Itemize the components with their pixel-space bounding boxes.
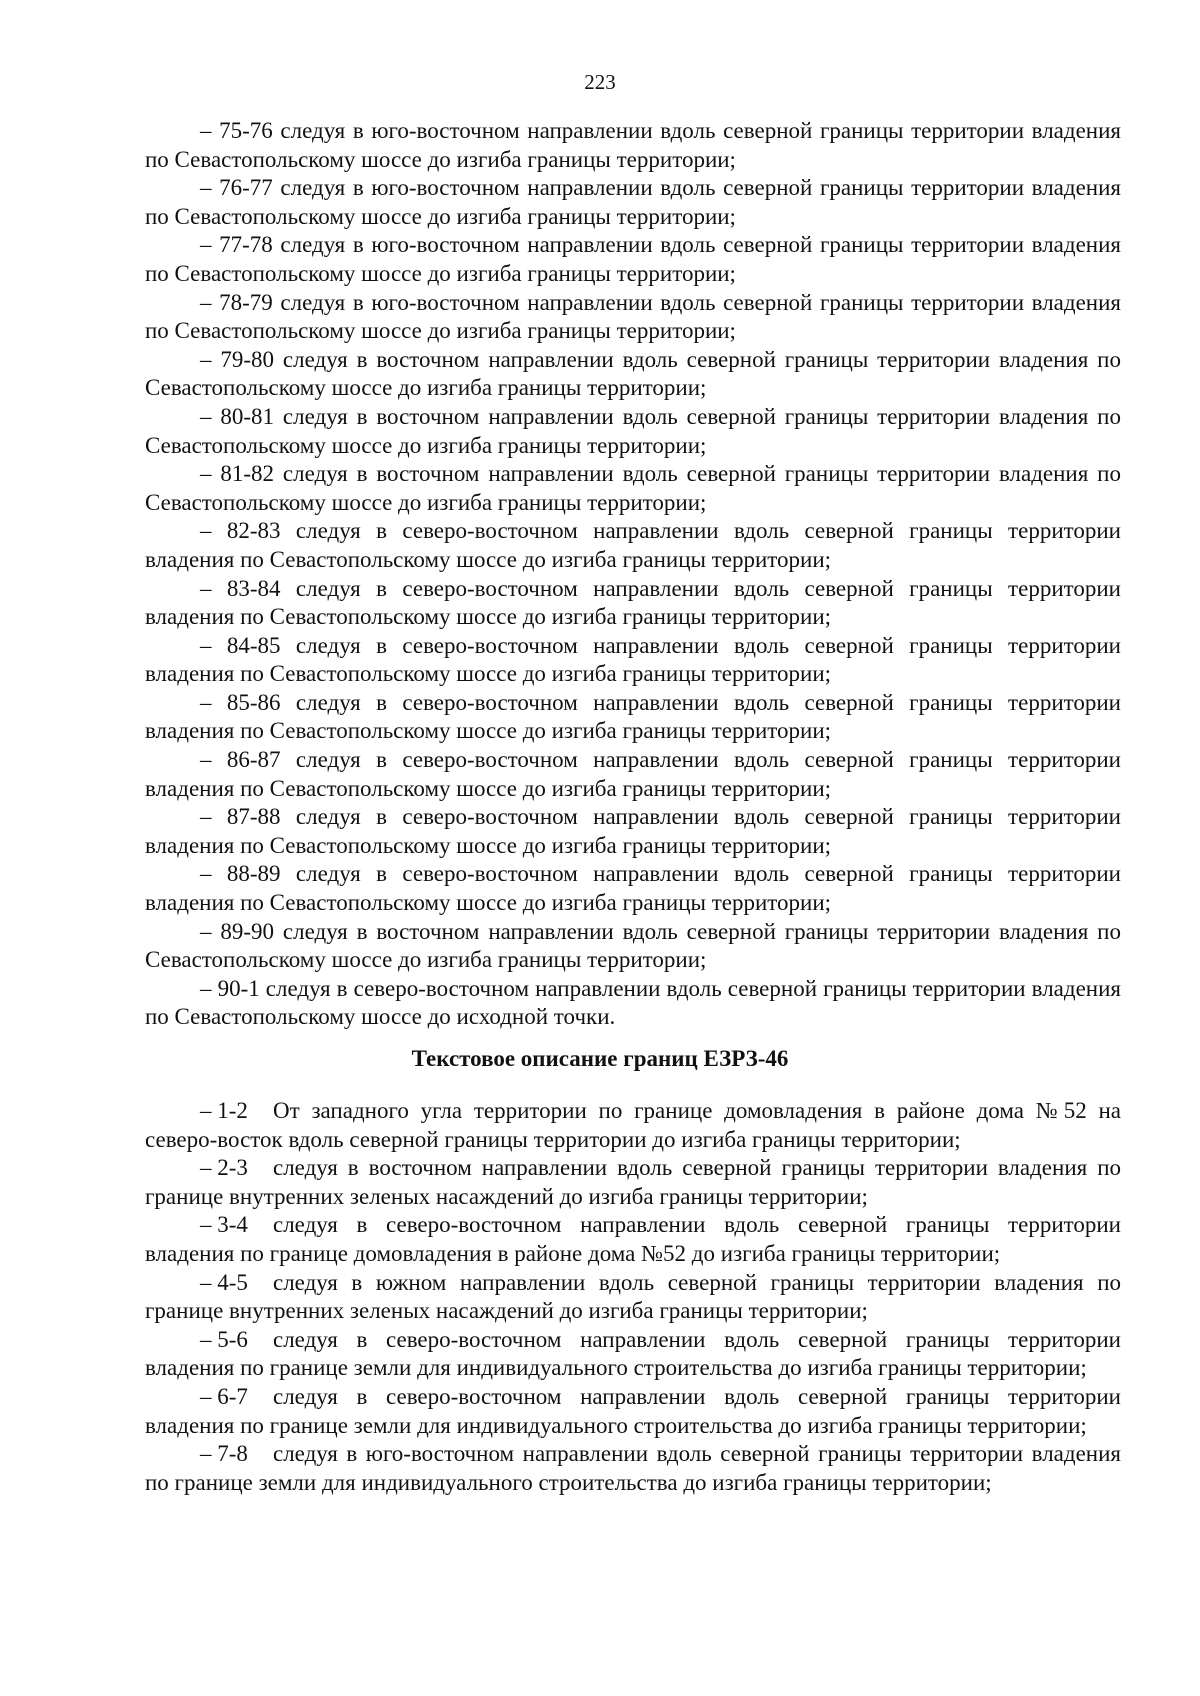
boundary-paragraph: – 80-81 следуя в восточном направлении вдоль северной границы территории владения по Севастопольскому шоссе до изгиба границы территории; (145, 403, 1121, 458)
boundary-text: следуя в юго-восточном направлении вдоль северной границы территории владения по границе земли для индивидуального строительства до изгиба границы территории; (145, 1441, 1121, 1495)
page-number: 223 (584, 70, 616, 94)
boundary-code: – 7-8 (200, 1441, 248, 1467)
boundary-list-top (145, 117, 1121, 1032)
section-title: Текстовое описание границ ЕЗРЗ-46 (411, 1046, 789, 1071)
boundary-paragraph (145, 1097, 1121, 1154)
boundary-paragraph: – 89-90 следуя в восточном направлении вдоль северной границы территории владения по Севастопольскому шоссе до изгиба границы территории; (145, 918, 1121, 973)
boundary-paragraph: – 78-79 следуя в юго-восточном направлении вдоль северной границы территории владения по Севастопольскому шоссе до изгиба границы территории; (145, 289, 1121, 344)
boundary-paragraph: – 90-1 следуя в северо-восточном направлении вдоль северной границы территории владения по Севастопольскому шоссе до исходной точки. (145, 975, 1121, 1030)
boundary-paragraph: – 86-87 следуя в северо-восточном направлении вдоль северной границы территории владения по Севастопольскому шоссе до изгиба границы территории; (145, 747, 1121, 801)
boundary-code: – 4-5 (200, 1269, 248, 1295)
boundary-paragraph: – 77-78 следуя в юго-восточном направлении вдоль северной границы территории владения по Севастопольскому шоссе до изгиба границы территории; (145, 232, 1121, 286)
boundary-code: – 1-2 (200, 1098, 248, 1123)
boundary-paragraph (145, 1440, 1121, 1497)
boundary-list-bottom (145, 1097, 1121, 1497)
boundary-paragraph: – 76-77 следуя в юго-восточном направлении вдоль северной границы территории владения по Севастопольскому шоссе до изгиба границы территории; (145, 175, 1121, 229)
boundary-paragraph: – 83-84 следуя в северо-восточном направлении вдоль северной границы территории владения по Севастопольскому шоссе до изгиба границы территории; (145, 575, 1121, 630)
boundary-code: – 2-3 (200, 1155, 248, 1181)
boundary-text: следуя в северо-восточном направлении вдоль северной границы территории владения по границе земли для индивидуального строительства до изгиба границы территории; (145, 1383, 1121, 1438)
boundary-paragraph: – 87-88 следуя в северо-восточном направлении вдоль северной границы территории владения по Севастопольскому шоссе до изгиба границы территории; (145, 804, 1121, 858)
boundary-code: – 6-7 (200, 1383, 248, 1409)
boundary-text: следуя в южном направлении вдоль северной границы территории владения по границе внутренних зеленых насаждений до изгиба границы территории; (145, 1269, 1121, 1324)
boundary-code: – 5-6 (200, 1326, 248, 1352)
boundary-paragraph (145, 1154, 1121, 1211)
boundary-paragraph: – 75-76 следуя в юго-восточном направлении вдоль северной границы территории владения по Севастопольскому шоссе до изгиба границы территории; (145, 118, 1121, 172)
boundary-paragraph: – 84-85 следуя в северо-восточном направлении вдоль северной границы территории владения по Севастопольскому шоссе до изгиба границы территории; (145, 632, 1121, 687)
boundary-paragraph: – 85-86 следуя в северо-восточном направлении вдоль северной границы территории владения по Севастопольскому шоссе до изгиба границы территории; (145, 689, 1121, 744)
boundary-text: следуя в северо-восточном направлении вдоль северной границы территории владения по границе земли для индивидуального строительства до изгиба границы территории; (145, 1326, 1121, 1381)
boundary-paragraph (145, 1269, 1121, 1326)
boundary-paragraph: – 79-80 следуя в восточном направлении вдоль северной границы территории владения по Севастопольскому шоссе до изгиба границы территории; (145, 346, 1121, 401)
boundary-code: – 3-4 (200, 1212, 248, 1238)
boundary-paragraph (145, 1326, 1121, 1383)
boundary-text: следуя в северо-восточном направлении вдоль северной границы территории владения по границе домовладения в районе дома №52 до изгиба границы территории; (145, 1212, 1121, 1266)
boundary-paragraph: – 82-83 следуя в северо-восточном направлении вдоль северной границы территории владения по Севастопольскому шоссе до изгиба границы территории; (145, 518, 1121, 572)
boundary-paragraph: – 81-82 следуя в восточном направлении вдоль северной границы территории владения по Севастопольскому шоссе до изгиба границы территории; (145, 461, 1121, 515)
boundary-text: От западного угла территории по границе домовладения в районе дома №52 на северо-восток вдоль северной границы территории до изгиба границы территории; (145, 1098, 1121, 1152)
boundary-paragraph: – 88-89 следуя в северо-восточном направлении вдоль северной границы территории владения по Севастопольскому шоссе до изгиба границы территории; (145, 861, 1121, 916)
boundary-paragraph (145, 1211, 1121, 1268)
boundary-text: следуя в восточном направлении вдоль северной границы территории владения по границе внутренних зеленых насаждений до изгиба границы территории; (145, 1155, 1121, 1209)
boundary-paragraph (145, 1383, 1121, 1440)
